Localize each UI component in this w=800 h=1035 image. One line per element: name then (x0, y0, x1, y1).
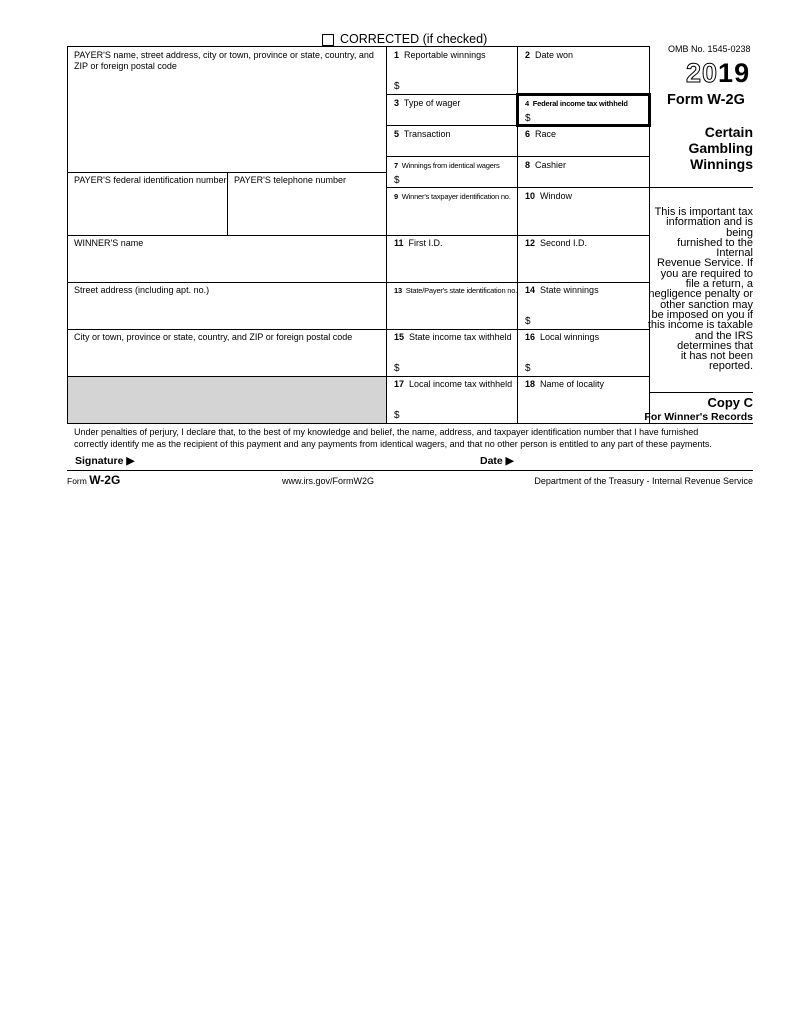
perjury-line: correctly identify me as the recipient of this payment and any payments from identical wagers, and that no other person is entitled to any part of these payments. (74, 438, 712, 449)
box-label: Winnings from identical wagers (401, 161, 500, 170)
box-label: Window (540, 191, 573, 201)
dollar-sign: $ (525, 363, 531, 374)
row-line (386, 187, 649, 188)
form-title: Form W-2G (667, 92, 745, 108)
row-line (649, 187, 753, 188)
footer-form-word: Form (67, 476, 87, 486)
perjury-line: Under penalties of perjury, I declare that, to the best of my knowledge and belief, the name, address, and taxpayer identification number that I have furnished (74, 427, 699, 437)
omb-number: OMB No. 1545-0238 (668, 44, 751, 54)
box-number: 9 (394, 192, 398, 201)
box-18-name-of-locality[interactable] (525, 379, 604, 390)
box-label: Name of locality (540, 379, 605, 389)
notice-line: negligence penalty or (648, 288, 753, 301)
copy-title: Copy C (707, 395, 753, 410)
box-label: Winner's taxpayer identification no. (401, 192, 511, 201)
notice-line: furnished to the (677, 236, 753, 249)
street-address-field[interactable] (74, 285, 209, 296)
box-14-state-winnings[interactable] (525, 285, 599, 296)
dollar-sign: $ (394, 363, 400, 374)
notice-line: it has not been (680, 350, 753, 363)
copy-subtitle: For Winner's Records (644, 411, 753, 423)
date-field[interactable]: Date ▶ (480, 455, 514, 467)
dollar-sign: $ (394, 175, 400, 186)
notice-line: This is important tax (654, 206, 753, 218)
footer-url[interactable]: www.irs.gov/FormW2G (282, 476, 375, 486)
box-label: Date won (535, 50, 574, 60)
box-16-local-winnings[interactable] (525, 332, 599, 343)
form-subtitle (688, 124, 753, 172)
corrected-checkbox[interactable] (322, 34, 334, 46)
box-11-first-id[interactable] (394, 238, 443, 249)
notice-line: be imposed on you if (651, 308, 753, 321)
irs-notice (648, 207, 753, 372)
box-8-cashier[interactable] (525, 160, 566, 171)
notice-line: reported. (708, 360, 753, 373)
notice-line: Internal (716, 247, 753, 260)
notice-line: being (726, 226, 753, 239)
row-line (386, 156, 649, 157)
box-label: Local winnings (540, 332, 600, 342)
box-label: State winnings (540, 285, 599, 295)
box-number: 14 (525, 285, 536, 295)
corrected-label: CORRECTED (if checked) (340, 32, 488, 46)
box-7-identical-wagers[interactable] (394, 160, 500, 171)
payer-phone-label: PAYER'S telephone number (234, 175, 346, 185)
winner-name-label: WINNER'S name (74, 238, 144, 248)
box-label: Second I.D. (540, 238, 588, 248)
footer-form-name (67, 473, 120, 487)
box-1-reportable-winnings[interactable] (394, 50, 486, 61)
row-line (386, 376, 649, 377)
box-label: Type of wager (403, 98, 461, 108)
dollar-sign: $ (394, 410, 400, 421)
box-3-type-of-wager[interactable] (394, 98, 460, 109)
box-number: 16 (525, 332, 536, 342)
box-label: Race (535, 129, 557, 139)
subtitle-line: Winnings (690, 156, 753, 172)
subtitle-line: Gambling (688, 140, 753, 156)
box-number: 17 (394, 379, 405, 389)
box-number: 12 (525, 238, 536, 248)
payer-name-label-2: ZIP or foreign postal code (74, 61, 177, 71)
notice-line: information and is (666, 216, 753, 229)
payer-name-field[interactable] (74, 50, 374, 72)
tax-year-outline: 20 (686, 58, 719, 88)
box-15-state-tax-withheld[interactable] (394, 332, 512, 343)
notice-line: other sanction may (660, 298, 753, 311)
form-top-border (67, 46, 649, 47)
row-line (386, 235, 649, 236)
notice-line: determines that (677, 339, 753, 352)
footer-form-code: W-2G (89, 473, 121, 487)
city-field[interactable] (74, 332, 352, 343)
box-label: State/Payer's state identification no. (405, 286, 518, 295)
notice-line: this income is taxable (647, 319, 753, 332)
row-line (386, 282, 649, 283)
box-6-race[interactable] (525, 129, 556, 140)
box-number: 1 (394, 50, 400, 60)
tax-year (686, 58, 750, 89)
notice-line: Revenue Service. If (657, 257, 753, 270)
row-line (67, 423, 753, 424)
row-line (67, 235, 386, 236)
row-line (386, 329, 649, 330)
dollar-sign: $ (525, 316, 531, 327)
box-number: 5 (394, 129, 400, 139)
row-line (649, 392, 753, 393)
box-label: State income tax withheld (409, 332, 512, 342)
box-13-state-id[interactable] (394, 285, 517, 296)
form-bottom-border (67, 470, 753, 471)
payer-name-label: PAYER'S name, street address, city or town, province or state, country, and (74, 50, 374, 60)
box-10-window[interactable] (525, 191, 572, 202)
box-label: Cashier (535, 160, 567, 170)
box-label: Transaction (403, 129, 451, 139)
subtitle-line: Certain (704, 124, 753, 140)
box-number: 13 (394, 286, 402, 295)
box-2-date-won[interactable] (525, 50, 573, 61)
box-label: Reportable winnings (404, 50, 486, 60)
box-number: 4 (525, 99, 529, 108)
payer-phone-field[interactable] (234, 175, 346, 186)
street-address-label: Street address (including apt. no.) (74, 285, 210, 295)
tax-year-bold: 19 (718, 58, 751, 88)
box-number: 10 (525, 191, 536, 201)
city-label: City or town, province or state, country, and ZIP or foreign postal code (74, 332, 353, 342)
row-line (67, 329, 386, 330)
box-label: Local income tax withheld (409, 379, 513, 389)
winner-name-field[interactable] (74, 238, 143, 249)
shaded-area (68, 377, 386, 423)
box-9-winner-tin[interactable] (394, 191, 511, 202)
dollar-sign: $ (394, 81, 400, 92)
row-line (67, 282, 386, 283)
payer-fein-label: PAYER'S federal identification number (74, 175, 227, 185)
box-number: 7 (394, 161, 398, 170)
notice-line: and the IRS (694, 329, 753, 342)
dollar-sign: $ (525, 113, 531, 124)
box-number: 8 (525, 160, 531, 170)
box-number: 18 (525, 379, 536, 389)
footer-department: Department of the Treasury - Internal Revenue Service (534, 476, 753, 486)
box-number: 15 (394, 332, 405, 342)
signature-field[interactable]: Signature ▶ (75, 455, 135, 467)
notice-line: file a return, a (685, 278, 753, 291)
perjury-statement (74, 427, 754, 450)
box-label: Federal income tax withheld (532, 99, 628, 108)
box-17-local-tax-withheld[interactable] (394, 379, 512, 390)
box-4-label (525, 98, 628, 109)
fein-phone-divider (227, 172, 228, 235)
box-number: 2 (525, 50, 531, 60)
box-number: 6 (525, 129, 531, 139)
box-label: First I.D. (408, 238, 443, 248)
box-number: 3 (394, 98, 400, 108)
box-number: 11 (394, 238, 404, 248)
box-5-transaction[interactable] (394, 129, 451, 140)
box-12-second-id[interactable] (525, 238, 587, 249)
notice-line: you are required to (660, 267, 753, 280)
payer-fein-field[interactable] (74, 175, 226, 186)
